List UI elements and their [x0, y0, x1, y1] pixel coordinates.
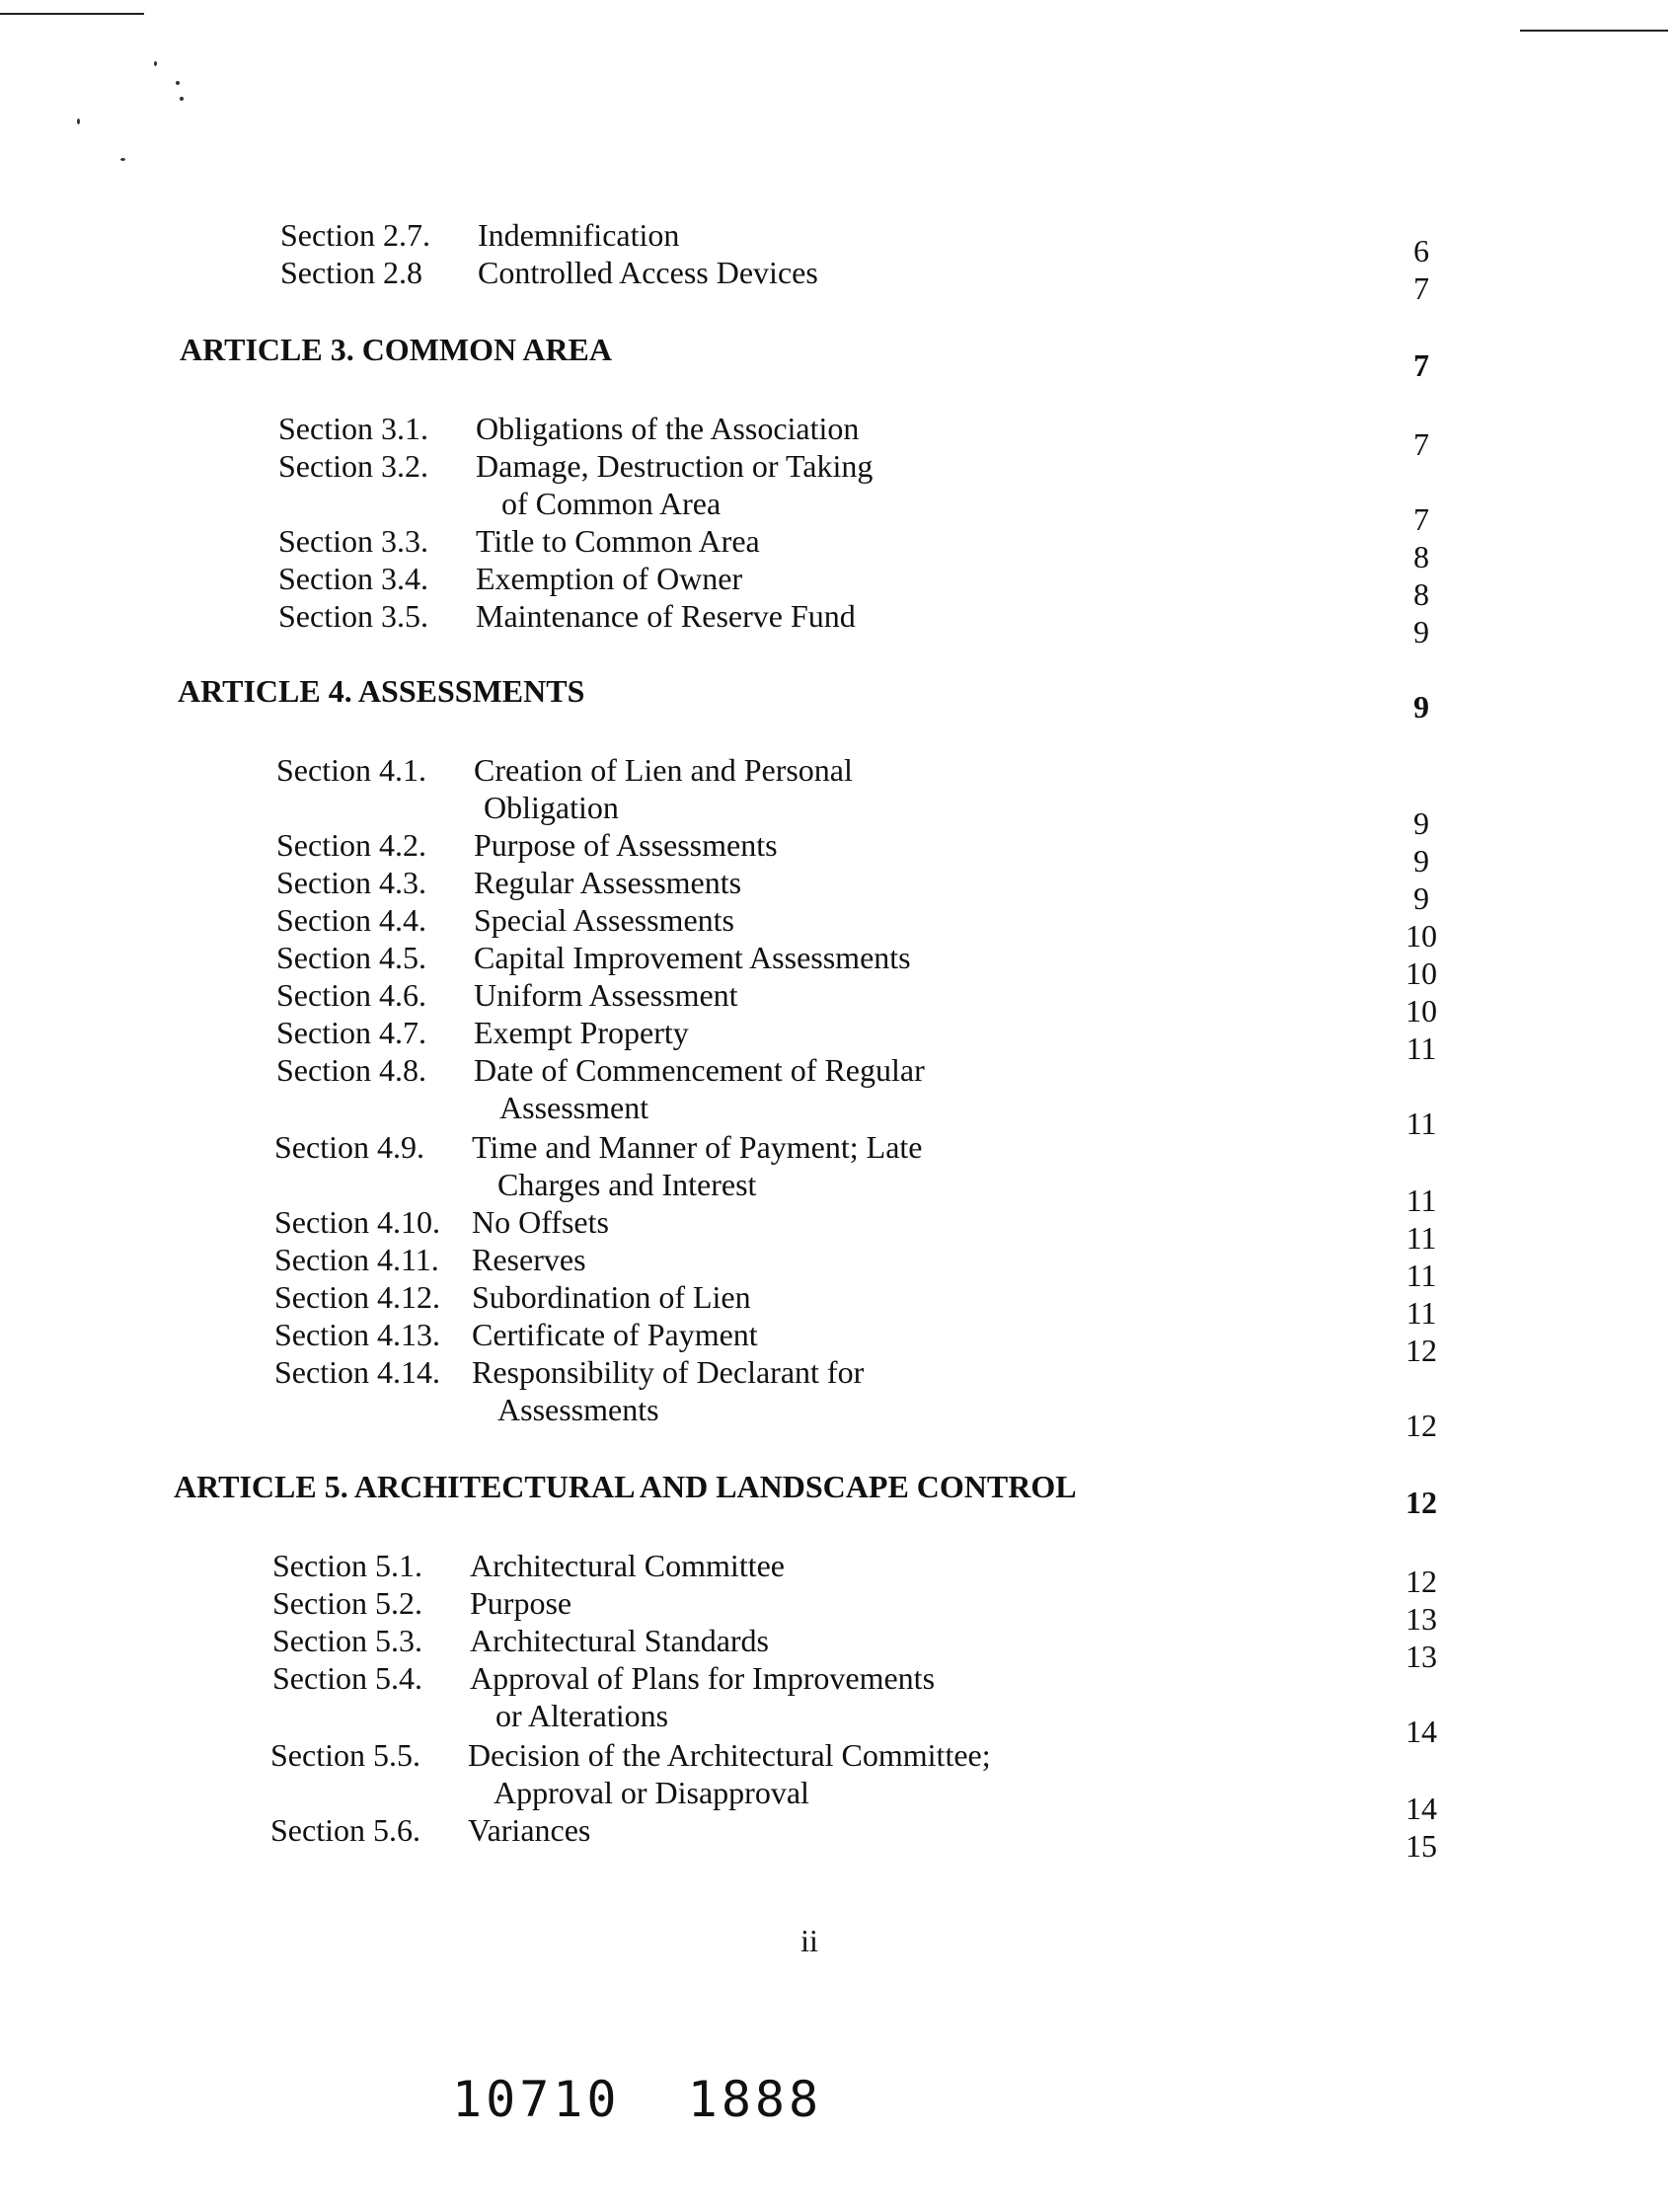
section-number: Section 3.4. — [278, 561, 428, 596]
page-number: 12 — [1406, 1408, 1437, 1443]
dot-leader — [788, 854, 1396, 862]
dot-leader — [921, 966, 1396, 974]
dot-leader — [596, 1268, 1396, 1276]
section-number: Section 5.6. — [270, 1812, 420, 1848]
section-title-row — [495, 1696, 1404, 1735]
section-title: Approval of Plans for Improvements — [470, 1660, 936, 1696]
page-number: 9 — [1413, 689, 1429, 725]
section-title: Architectural Standards — [470, 1623, 769, 1658]
section-number: Section 5.3. — [272, 1623, 422, 1658]
dot-leader — [779, 1649, 1396, 1657]
section-title: Capital Improvement Assessments — [474, 940, 911, 975]
section-title: Creation of Lien and Personal — [474, 752, 853, 788]
section-title: Time and Manner of Payment; Late — [472, 1129, 923, 1165]
scan-speck — [176, 81, 180, 85]
section-number: Section 4.13. — [274, 1317, 440, 1352]
dot-leader — [658, 1116, 1396, 1124]
section-title: Uniform Assessment — [474, 977, 738, 1013]
section-title-row — [501, 484, 1404, 523]
page-number: 13 — [1406, 1601, 1437, 1637]
section-number: Section 3.2. — [278, 448, 428, 484]
page-number: 10 — [1406, 918, 1437, 953]
section-title: Decision of the Architectural Committee; — [468, 1737, 991, 1773]
document-stamp: 10710 1888 — [452, 2071, 823, 2128]
scan-speck — [154, 61, 157, 66]
dot-leader — [619, 1231, 1396, 1239]
section-number: Section 4.11. — [274, 1242, 439, 1277]
dot-leader — [594, 700, 1396, 708]
section-title: Date of Commencement of Regular — [474, 1052, 925, 1088]
dot-leader — [669, 1418, 1396, 1426]
dot-leader — [744, 929, 1396, 937]
section-title-row — [474, 863, 1404, 902]
section-title: Title to Common Area — [476, 523, 760, 559]
section-number: Section 5.5. — [270, 1737, 420, 1773]
section-title: Certificate of Payment — [472, 1317, 758, 1352]
page-number: 9 — [1413, 614, 1429, 649]
section-title: Obligations of the Association — [476, 411, 860, 446]
section-title: Reserves — [472, 1242, 586, 1277]
page-number: 7 — [1413, 270, 1429, 306]
dot-leader — [699, 1041, 1396, 1049]
section-title-continued: Charges and Interest — [497, 1167, 757, 1202]
page-number: 8 — [1413, 539, 1429, 574]
article-title: ARTICLE 5. ARCHITECTURAL AND LANDSCAPE CONTROL — [174, 1469, 1077, 1504]
section-title-row — [468, 1810, 1404, 1850]
dot-leader — [869, 437, 1396, 445]
dot-leader — [751, 891, 1396, 899]
section-number: Section 2.7. — [280, 217, 430, 253]
page-number: 9 — [1413, 805, 1429, 841]
dot-leader — [581, 1612, 1396, 1620]
section-title-continued: or Alterations — [495, 1698, 669, 1733]
section-title: Subordination of Lien — [472, 1279, 751, 1315]
dot-leader — [866, 625, 1396, 633]
section-title-row — [497, 1390, 1404, 1429]
article-title: ARTICLE 4. ASSESSMENTS — [178, 673, 585, 709]
page-number: 12 — [1406, 1333, 1437, 1368]
section-title-continued: Obligation — [484, 790, 619, 825]
section-number: Section 4.6. — [276, 977, 426, 1013]
page-number: 9 — [1413, 880, 1429, 916]
section-title-row — [476, 559, 1404, 598]
dot-leader — [1087, 1495, 1396, 1503]
section-title: Purpose — [470, 1585, 572, 1621]
page-number: 13 — [1406, 1639, 1437, 1674]
section-number: Section 4.9. — [274, 1129, 424, 1165]
article-title-row — [174, 1467, 1404, 1506]
top-left-rule — [0, 13, 144, 15]
page-number: 11 — [1406, 1030, 1437, 1066]
page-number: 10 — [1406, 993, 1437, 1029]
section-title: Damage, Destruction or Taking — [476, 448, 874, 484]
dot-leader — [678, 1724, 1396, 1732]
dot-leader — [828, 281, 1396, 289]
section-number: Section 5.2. — [272, 1585, 422, 1621]
section-title-row — [484, 788, 1404, 827]
page-number: 11 — [1406, 1295, 1437, 1331]
section-title: No Offsets — [472, 1204, 609, 1240]
section-title-row — [474, 825, 1404, 865]
section-number: Section 4.1. — [276, 752, 426, 788]
dot-leader — [819, 1801, 1396, 1809]
page-number: 7 — [1413, 501, 1429, 537]
scan-speck — [180, 97, 184, 101]
section-title-row — [478, 253, 1404, 292]
section-title-row — [472, 1315, 1404, 1354]
page-number: 15 — [1406, 1828, 1437, 1864]
section-title-row — [499, 1088, 1404, 1127]
page-number: 9 — [1413, 843, 1429, 878]
page-number: 10 — [1406, 955, 1437, 991]
section-number: Section 3.3. — [278, 523, 428, 559]
section-number: Section 5.1. — [272, 1548, 422, 1583]
page-number: 11 — [1406, 1220, 1437, 1256]
section-number: Section 4.4. — [276, 902, 426, 938]
dot-leader — [766, 1193, 1396, 1201]
section-number: Section 4.8. — [276, 1052, 426, 1088]
page-number: 7 — [1413, 426, 1429, 462]
article-title-row — [178, 671, 1404, 711]
section-title-row — [474, 900, 1404, 940]
article-title: ARTICLE 3. COMMON AREA — [180, 332, 612, 367]
section-title: Exemption of Owner — [476, 561, 743, 596]
page-number: 6 — [1413, 233, 1429, 268]
dot-leader — [770, 550, 1396, 558]
section-number: Section 4.12. — [274, 1279, 440, 1315]
section-title: Architectural Committee — [470, 1548, 785, 1583]
dot-leader — [761, 1306, 1396, 1314]
section-title: Purpose of Assessments — [474, 827, 778, 863]
section-number: Section 3.5. — [278, 598, 428, 634]
section-title-row — [474, 1013, 1404, 1052]
section-title-row — [474, 975, 1404, 1015]
section-title: Indemnification — [478, 217, 680, 253]
page-number: 8 — [1413, 576, 1429, 612]
page-number: 14 — [1406, 1791, 1437, 1826]
dot-leader — [752, 587, 1396, 595]
section-number: Section 4.7. — [276, 1015, 426, 1050]
page-number: 12 — [1406, 1564, 1437, 1599]
section-title-row — [476, 596, 1404, 636]
section-title-row — [470, 1583, 1404, 1623]
section-title: Regular Assessments — [474, 865, 742, 900]
section-title-row — [476, 521, 1404, 561]
section-number: Section 2.8 — [280, 255, 422, 290]
dot-leader — [600, 1839, 1396, 1847]
section-number: Section 4.5. — [276, 940, 426, 975]
dot-leader — [730, 512, 1396, 520]
article-title-row — [180, 330, 1404, 369]
section-number: Section 4.14. — [274, 1354, 440, 1390]
scan-speck — [120, 158, 125, 161]
dot-leader — [768, 1343, 1396, 1351]
section-title-row — [478, 215, 1404, 255]
page-number: 11 — [1406, 1182, 1437, 1218]
section-title: Responsibility of Declarant for — [472, 1354, 865, 1390]
section-number: Section 4.2. — [276, 827, 426, 863]
section-title-continued: of Common Area — [501, 486, 722, 521]
top-right-rule — [1520, 30, 1668, 32]
section-title: Variances — [468, 1812, 591, 1848]
section-number: Section 3.1. — [278, 411, 428, 446]
page-number: 7 — [1413, 347, 1429, 383]
dot-leader — [629, 816, 1396, 824]
section-number: Section 4.3. — [276, 865, 426, 900]
page-number: 12 — [1406, 1485, 1437, 1520]
section-title: Special Assessments — [474, 902, 734, 938]
section-title-row — [472, 1277, 1404, 1317]
scan-speck — [77, 118, 80, 124]
section-number: Section 4.10. — [274, 1204, 440, 1240]
dot-leader — [622, 358, 1396, 366]
section-title-row — [470, 1621, 1404, 1660]
section-title-row — [470, 1546, 1404, 1585]
section-title-row — [494, 1773, 1404, 1812]
section-title-row — [474, 938, 1404, 977]
section-title-row — [497, 1165, 1404, 1204]
section-title-row — [472, 1202, 1404, 1242]
section-title-row — [472, 1240, 1404, 1279]
dot-leader — [795, 1574, 1396, 1582]
section-title: Exempt Property — [474, 1015, 689, 1050]
section-title: Controlled Access Devices — [478, 255, 818, 290]
page-number: 11 — [1406, 1106, 1437, 1141]
section-title-continued: Approval or Disapproval — [494, 1775, 809, 1810]
section-title-continued: Assessment — [499, 1090, 649, 1125]
section-title-continued: Assessments — [497, 1392, 659, 1427]
dot-leader — [689, 244, 1396, 252]
page-footer-number: ii — [800, 1923, 818, 1958]
page-number: 11 — [1406, 1258, 1437, 1293]
section-number: Section 5.4. — [272, 1660, 422, 1696]
section-title: Maintenance of Reserve Fund — [476, 598, 856, 634]
dot-leader — [748, 1004, 1396, 1012]
section-title-row — [476, 409, 1404, 448]
page-number: 14 — [1406, 1714, 1437, 1749]
